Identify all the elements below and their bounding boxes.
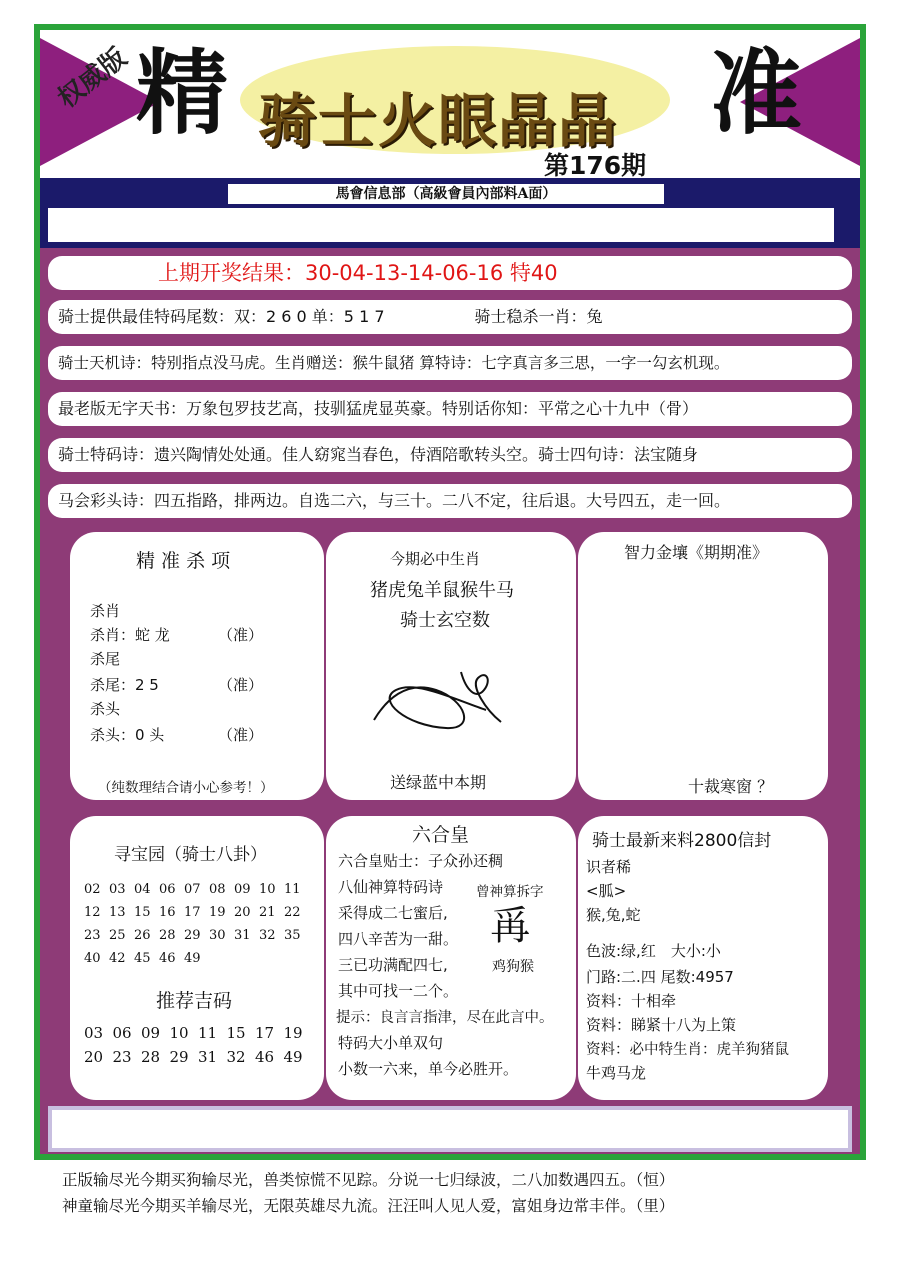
- latest-line-4: 色波:绿,红 大小:小: [586, 942, 721, 960]
- liuhe-line-8: 特码大小单双句: [338, 1034, 444, 1052]
- grid-number: 09: [234, 882, 251, 897]
- grid-number: 49: [184, 951, 201, 966]
- panel-liuhe: [326, 816, 576, 1100]
- treasure-title: 寻宝园（骑士八卦）: [114, 845, 267, 865]
- kill-line-6-text: 杀头：0 头: [90, 726, 165, 744]
- grid-number: 10: [169, 1024, 189, 1042]
- horse-poem-row: 马会彩头诗：四五指路，排两边。自选二六，与三十。二八不定，往后退。大号四五，走一回。: [48, 484, 852, 518]
- kill-line-2: [90, 624, 264, 645]
- grid-number: 25: [109, 928, 126, 943]
- grid-number: 19: [209, 905, 226, 920]
- kill-line-4-mark: （准）: [218, 676, 264, 694]
- issue-number: 第176期: [544, 151, 647, 178]
- grid-number: 40: [84, 951, 101, 966]
- recommend-title: 推荐吉码: [156, 990, 233, 1012]
- grid-number: 20: [234, 905, 251, 920]
- panel-latest: [578, 816, 828, 1100]
- panel-treasure: [70, 816, 324, 1100]
- recommend-number-grid: [84, 1024, 312, 1066]
- last-result: 上期开奖结果：30-04-13-14-06-16 特40: [158, 261, 558, 285]
- tail-numbers: 骑士提供最佳特码尾数：双：2 6 0 单：5 1 7: [58, 307, 385, 326]
- grid-number: 30: [209, 928, 226, 943]
- kill-line-6-mark: （准）: [218, 726, 264, 744]
- footer-line-2: 神童输尽光今期买羊输尽光，无限英雄尽九流。汪汪叫人见人爱，富姐身边常丰伴。（里）: [62, 1197, 675, 1215]
- panel-kill-title: 精 准 杀 项: [136, 550, 231, 572]
- grid-number: 02: [84, 882, 101, 897]
- liuhe-line-9: 小数一六来，单今必胜开。: [338, 1060, 519, 1078]
- grid-number: 49: [283, 1048, 303, 1066]
- latest-line-7: 资料：睇紧十八为上策: [586, 1016, 737, 1034]
- latest-line-8: 资料：必中特生肖：虎羊狗猪鼠: [586, 1042, 789, 1058]
- big-char-right: 准: [710, 40, 803, 147]
- latest-line-2: <胍>: [586, 882, 627, 900]
- grid-number: 23: [112, 1048, 132, 1066]
- poster-frame: [34, 24, 866, 1160]
- latest-line-6: 资料：十相牵: [586, 992, 677, 1010]
- grid-number: 35: [284, 928, 301, 943]
- kill-line-4: [90, 674, 264, 695]
- grid-number: 19: [283, 1024, 303, 1042]
- kill-line-2-mark: （准）: [218, 626, 264, 644]
- grid-number: 46: [255, 1048, 275, 1066]
- tail-numbers-row: [48, 300, 852, 334]
- deity-char: 爯: [490, 903, 530, 949]
- latest-line-5: 门路:二.四 尾数:4957: [586, 968, 734, 986]
- grid-number: 03: [84, 1024, 104, 1042]
- signature-scribble: [366, 660, 516, 740]
- grid-number: 11: [284, 882, 301, 897]
- department-label: 馬會信息部（高級會員內部料A面）: [228, 184, 664, 204]
- grid-number: 20: [84, 1048, 104, 1066]
- kill-line-2-text: 杀肖：蛇 龙: [90, 626, 170, 644]
- liuhe-line-4: 四八辛苦为一甜。: [338, 930, 459, 948]
- latest-line-1: 识者稀: [586, 858, 632, 876]
- treasure-number-grid: [84, 882, 309, 966]
- grid-number: 10: [259, 882, 276, 897]
- liuhe-line-3: 采得成二七蜜后,: [338, 904, 448, 922]
- grid-number: 04: [134, 882, 151, 897]
- kill-one: 骑士稳杀一肖：兔: [474, 307, 603, 326]
- blank-banner: [48, 208, 834, 242]
- zodiac-animals: 猪虎兔羊鼠猴牛马: [370, 580, 514, 601]
- grid-number: 32: [226, 1048, 246, 1066]
- latest-line-3: 猴,兔,蛇: [586, 906, 641, 924]
- zodiac-subtitle: 骑士玄空数: [400, 610, 490, 631]
- kill-line-1: 杀肖: [90, 602, 121, 620]
- panel-zodiac: [326, 532, 576, 800]
- panel-kill: [70, 532, 324, 800]
- grid-number: 21: [259, 905, 276, 920]
- grid-number: 46: [159, 951, 176, 966]
- liuhe-line-1: 六合皇贴士：子众孙还稠: [338, 852, 504, 870]
- liuhe-title: 六合皇: [412, 824, 470, 846]
- grid-number: 31: [198, 1048, 218, 1066]
- latest-title: 骑士最新来料2800信封: [592, 831, 772, 851]
- grid-number: 17: [184, 905, 201, 920]
- grid-number: 32: [259, 928, 276, 943]
- edition-label: 权威版: [52, 42, 133, 115]
- grid-number: 07: [184, 882, 201, 897]
- liuhe-line-7: 提示：良言言指津，尽在此言中。: [336, 1010, 554, 1026]
- grid-number: 12: [84, 905, 101, 920]
- zodiac-footer: 送绿蓝中本期: [390, 773, 487, 792]
- grid-number: 03: [109, 882, 126, 897]
- grid-number: 22: [284, 905, 301, 920]
- grid-number: 09: [141, 1024, 161, 1042]
- grid-number: 06: [159, 882, 176, 897]
- bottom-blank-banner: [48, 1106, 852, 1152]
- kill-line-5: 杀头: [90, 700, 121, 718]
- poem-row: 骑士天机诗：特别指点没马虎。生肖赠送：猴牛鼠猪 算特诗：七字真言多三思，一字一勾玄机现。: [48, 346, 852, 380]
- info-bar: [40, 178, 860, 248]
- grid-number: 26: [134, 928, 151, 943]
- kill-line-4-text: 杀尾：2 5: [90, 676, 159, 694]
- liuhe-line-2: 八仙神算特码诗: [338, 878, 444, 896]
- grid-number: 31: [234, 928, 251, 943]
- main-title: 骑士火眼晶晶: [258, 87, 619, 155]
- wisdom-footer: 十裁寒窗 ？: [688, 777, 774, 796]
- grid-number: 29: [184, 928, 201, 943]
- wisdom-title: 智力金壤《期期准》: [624, 543, 769, 562]
- grid-number: 15: [134, 905, 151, 920]
- grid-number: 45: [134, 951, 151, 966]
- footer-line-1: 正版输尽光今期买狗输尽光，兽类惊慌不见踪。分说一七归绿波，二八加数遇四五。（恒）: [62, 1171, 675, 1189]
- kill-note: （纯数理结合请小心参考！）: [98, 780, 274, 796]
- grid-number: 17: [255, 1024, 275, 1042]
- grid-number: 08: [209, 882, 226, 897]
- liuhe-line-6: 其中可找一二个。: [338, 982, 459, 1000]
- grid-number: 28: [159, 928, 176, 943]
- grid-number: 06: [112, 1024, 132, 1042]
- zodiac-title: 今期必中生肖: [390, 550, 481, 568]
- grid-number: 29: [169, 1048, 189, 1066]
- deity-label: 曾神算拆字: [476, 884, 544, 900]
- grid-number: 11: [198, 1024, 218, 1042]
- liuhe-line-5: 三已功满配四七,: [338, 956, 448, 974]
- kill-line-3: 杀尾: [90, 650, 121, 668]
- big-char-left: 精: [136, 40, 229, 147]
- deity-animals: 鸡狗猴: [492, 959, 534, 975]
- book-row: 最老版无字天书：万象包罗技艺高，技驯猛虎显英豪。特别话你知：平常之心十九中（骨）: [48, 392, 852, 426]
- special-poem-row: 骑士特码诗：遗兴陶情处处通。佳人窈窕当春色，侍酒陪歌转头空。骑士四句诗：法宝随身: [48, 438, 852, 472]
- last-result-row: [48, 256, 852, 290]
- grid-number: 28: [141, 1048, 161, 1066]
- panel-wisdom: [578, 532, 828, 800]
- latest-line-9: 牛鸡马龙: [586, 1064, 647, 1082]
- grid-number: 23: [84, 928, 101, 943]
- grid-number: 16: [159, 905, 176, 920]
- kill-line-6: [90, 724, 264, 745]
- header: [40, 30, 860, 178]
- grid-number: 15: [226, 1024, 246, 1042]
- grid-number: 42: [109, 951, 126, 966]
- grid-number: 13: [109, 905, 126, 920]
